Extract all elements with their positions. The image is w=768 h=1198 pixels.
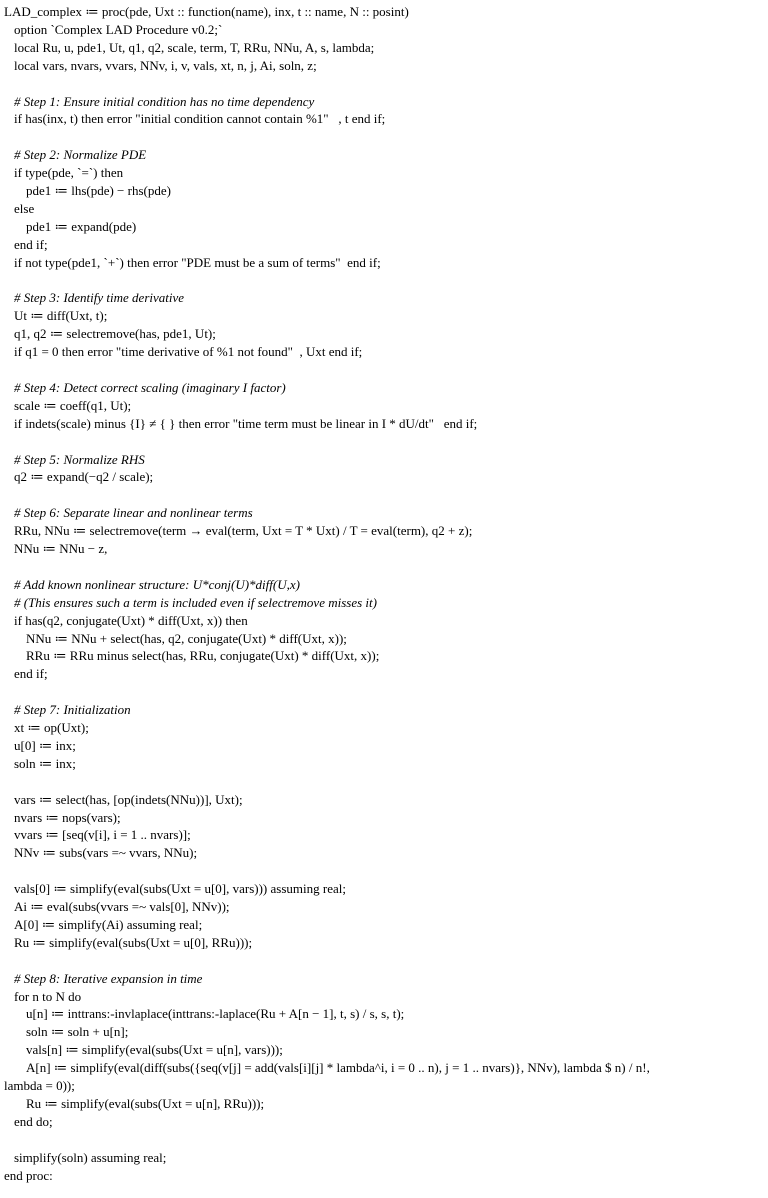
code-line: u[n] ≔ inttrans:-invlaplace(inttrans:-laplace(Ru + A[n − 1], t, s) / s, s, t); — [26, 1006, 405, 1022]
code-line: Ut ≔ diff(Uxt, t); — [14, 308, 108, 324]
code-line: NNv ≔ subs(vars =~ vvars, NNu); — [14, 845, 198, 861]
code-line: if type(pde, `=`) then — [14, 165, 124, 181]
comment-line: # Step 6: Separate linear and nonlinear terms — [14, 505, 253, 521]
code-line: Ru ≔ simplify(eval(subs(Uxt = u[0], RRu))); — [14, 934, 253, 950]
code-line: A[0] ≔ simplify(Ai) assuming real; — [14, 916, 203, 932]
code-line: nvars ≔ nops(vars); — [14, 809, 121, 825]
code-line: option `Complex LAD Procedure v0.2;` — [14, 21, 223, 37]
code-line: q2 ≔ expand(−q2 / scale); — [14, 469, 154, 485]
code-line: NNu ≔ NNu + select(has, q2, conjugate(Uxt) * diff(Uxt, x)); — [26, 630, 347, 646]
comment-line: # (This ensures such a term is included even if selectremove misses it) — [14, 594, 377, 610]
code-line: if indets(scale) minus {I} ≠ { } then error "time term must be linear in I * dU/dt" end if; — [14, 415, 478, 431]
code-line: LAD_complex ≔ proc(pde, Uxt :: function(name), inx, t :: name, N :: posint) — [4, 4, 409, 19]
code-line: A[n] ≔ simplify(eval(diff(subs({seq(v[j] = add(vals[i][j] * lambda^i, i = 0 .. n), j = 1 .. nvars)}, NNv), lambda $ n) / n!, — [26, 1060, 650, 1076]
comment-line: # Step 7: Initialization — [14, 702, 131, 718]
code-line: scale ≔ coeff(q1, Ut); — [14, 397, 132, 413]
code-line: else — [14, 200, 35, 216]
code-line: if has(q2, conjugate(Uxt) * diff(Uxt, x)) then — [14, 612, 248, 628]
code-line: if not type(pde1, `+`) then error "PDE must be a sum of terms" end if; — [14, 254, 381, 270]
code-line: Ru ≔ simplify(eval(subs(Uxt = u[n], RRu))); — [26, 1095, 265, 1111]
code-line: end if; — [14, 666, 48, 682]
code-line: RRu ≔ RRu minus select(has, RRu, conjugate(Uxt) * diff(Uxt, x)); — [26, 648, 380, 664]
code-line: vals[0] ≔ simplify(eval(subs(Uxt = u[0], vars))) assuming real; — [14, 881, 346, 897]
code-line: end do; — [14, 1113, 53, 1129]
comment-line: # Step 5: Normalize RHS — [14, 451, 145, 467]
code-line: local vars, nvars, vvars, NNv, i, v, vals, xt, n, j, Ai, soln, z; — [14, 57, 317, 73]
code-line: vars ≔ select(has, [op(indets(NNu))], Uxt); — [14, 791, 243, 807]
comment-line: # Add known nonlinear structure: U*conj(U)*diff(U,x) — [14, 576, 300, 592]
code-line: soln ≔ inx; — [14, 755, 76, 771]
code-line: NNu ≔ NNu − z, — [14, 541, 108, 556]
code-line: end if; — [14, 236, 48, 252]
code-line: for n to N do — [14, 988, 82, 1004]
code-line: Ai ≔ eval(subs(vvars =~ vals[0], NNv)); — [14, 899, 230, 914]
code-line: xt ≔ op(Uxt); — [14, 720, 89, 735]
code-line: vals[n] ≔ simplify(eval(subs(Uxt = u[n], vars))); — [26, 1042, 283, 1058]
comment-line: # Step 3: Identify time derivative — [14, 290, 185, 306]
code-line: simplify(soln) assuming real; — [14, 1149, 167, 1165]
comment-line: # Step 8: Iterative expansion in time — [14, 970, 203, 986]
code-line: vvars ≔ [seq(v[i], i = 1 .. nvars)]; — [14, 827, 191, 843]
code-line: RRu, NNu ≔ selectremove(term → eval(term, Uxt = T * Uxt) / T = eval(term), q2 + z); — [14, 523, 473, 539]
code-line: lambda = 0)); — [4, 1078, 75, 1093]
code-line: q1, q2 ≔ selectremove(has, pde1, Ut); — [14, 326, 216, 342]
code-line: if has(inx, t) then error "initial condition cannot contain %1" , t end if; — [14, 111, 386, 127]
code-line: if q1 = 0 then error "time derivative of %1 not found" , Uxt end if; — [14, 344, 363, 360]
comment-line: # Step 1: Ensure initial condition has no time dependency — [14, 93, 315, 109]
code-line: u[0] ≔ inx; — [14, 737, 76, 753]
comment-line: # Step 2: Normalize PDE — [14, 147, 147, 163]
comment-line: # Step 4: Detect correct scaling (imaginary I factor) — [14, 379, 286, 395]
code-line: end proc: — [4, 1167, 53, 1183]
code-line: pde1 ≔ expand(pde) — [26, 218, 137, 234]
code-line: soln ≔ soln + u[n]; — [26, 1024, 129, 1040]
code-line: local Ru, u, pde1, Ut, q1, q2, scale, term, T, RRu, NNu, A, s, lambda; — [14, 39, 375, 55]
code-line: pde1 ≔ lhs(pde) − rhs(pde) — [26, 183, 171, 198]
